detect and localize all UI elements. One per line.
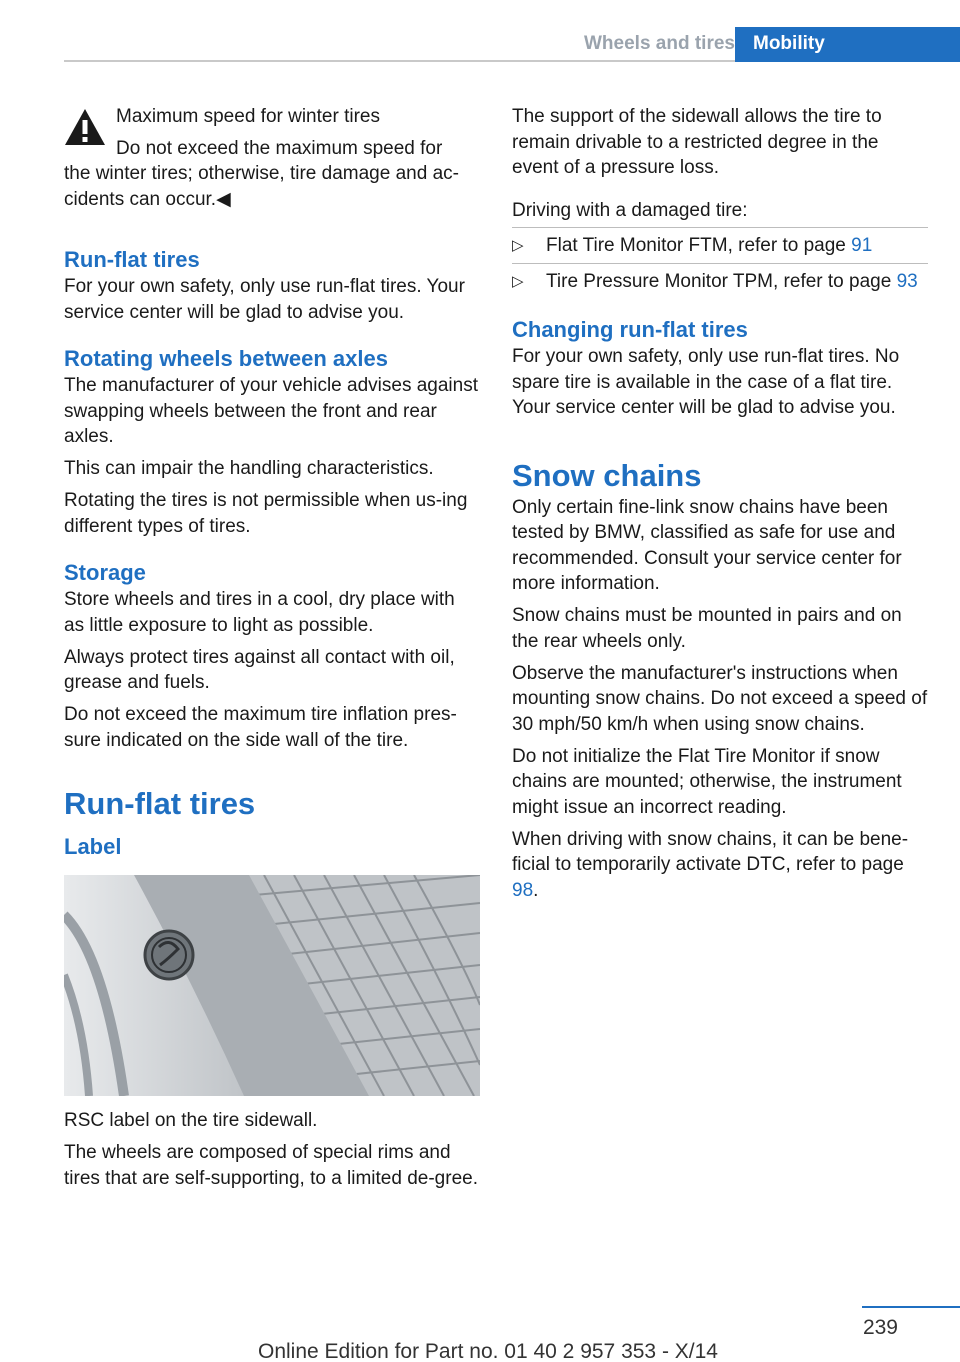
page-link[interactable]: 93	[896, 270, 918, 292]
paragraph: Only certain fine-link snow chains have been tested by BMW, classified as safe for use and recommended. Consult your service center for more information.	[512, 496, 902, 594]
warning-box	[64, 104, 480, 212]
header-chapter-tab: Mobility	[735, 27, 960, 62]
main-heading-runflat: Run-flat tires	[64, 786, 256, 821]
paragraph: Rotating the tires is not permissible when us‐ing different types of tires.	[64, 490, 468, 537]
footer-rule	[862, 1306, 960, 1308]
warning-title: Maximum speed for winter tires	[116, 106, 380, 127]
paragraph: Observe the manufacturer's instructions when mounting snow chains. Do not exceed a speed of 30 mph/50 km/h when using snow chains.	[512, 662, 928, 735]
paragraph: Store wheels and tires in a cool, dry place with as little exposure to light as possible.	[64, 589, 455, 636]
list-item	[512, 269, 928, 295]
section-heading-label: Label	[64, 834, 122, 859]
list-item	[512, 233, 928, 259]
paragraph: This can impair the handling characteristics.	[64, 458, 434, 479]
tire-illustration	[64, 875, 480, 1096]
page-number: 239	[862, 1316, 898, 1339]
paragraph: For your own safety, only use run-flat tires. Your service center will be glad to advise you.	[64, 276, 465, 323]
footer-edition: Online Edition for Part no. 01 40 2 957 353 - X/14	[258, 1340, 718, 1362]
tire-sidewall-image	[64, 875, 480, 1096]
list-item-text: Flat Tire Monitor FTM, refer to page	[546, 235, 852, 256]
paragraph-text: When driving with snow chains, it can be bene‐ficial to temporarily activate DTC, refer to page	[512, 828, 909, 875]
section-heading-rotating: Rotating wheels between axles	[64, 346, 388, 371]
section-heading-storage: Storage	[64, 560, 146, 585]
paragraph: The support of the sidewall allows the tire to remain drivable to a restricted degree in the event of a pressure loss.	[512, 106, 882, 178]
paragraph: The manufacturer of your vehicle advises against swapping wheels between the front and rear axles.	[64, 375, 478, 447]
warning-text: the winter tires; otherwise, tire damage and ac‐cidents can occur.◀	[64, 163, 459, 210]
section-heading-runflat: Run-flat tires	[64, 247, 200, 272]
paragraph: Snow chains must be mounted in pairs and on the rear wheels only.	[512, 605, 902, 652]
paragraph-end: .	[533, 879, 539, 901]
paragraph: Driving with a damaged tire:	[512, 199, 748, 221]
bullet-divider	[512, 227, 928, 228]
page-link[interactable]: 91	[851, 235, 873, 256]
triangle-bullet-icon: ▷	[512, 272, 524, 290]
paragraph: Do not exceed the maximum tire inflation pres‐sure indicated on the side wall of the tire.	[64, 704, 457, 751]
paragraph: Do not initialize the Flat Tire Monitor if snow chains are mounted; otherwise, the instrument might issue an incorrect reading.	[512, 745, 902, 818]
main-heading-snow-chains: Snow chains	[512, 457, 702, 493]
paragraph	[512, 827, 928, 904]
triangle-bullet-icon: ▷	[512, 237, 524, 254]
list-item-text: Tire Pressure Monitor TPM, refer to page	[546, 270, 897, 292]
page-link[interactable]: 98	[512, 879, 534, 901]
warning-icon	[64, 108, 106, 146]
paragraph: For your own safety, only use run-flat tires. No spare tire is available in the case of a flat tire. Your service center will be glad to advise you.	[512, 346, 900, 418]
warning-line: Do not exceed the maximum speed for	[116, 137, 443, 159]
left-column	[64, 104, 480, 1198]
figure-caption: RSC label on the tire sidewall.	[64, 1110, 318, 1131]
bullet-divider	[512, 263, 928, 264]
header-section-title: Wheels and tires	[584, 33, 735, 54]
paragraph: Always protect tires against all contact with oil, grease and fuels.	[64, 646, 455, 693]
paragraph: The wheels are composed of special rims and tires that are self-supporting, to a limited de‐gree.	[64, 1142, 478, 1189]
right-column	[512, 104, 928, 910]
section-heading-changing: Changing run-flat tires	[512, 317, 748, 342]
